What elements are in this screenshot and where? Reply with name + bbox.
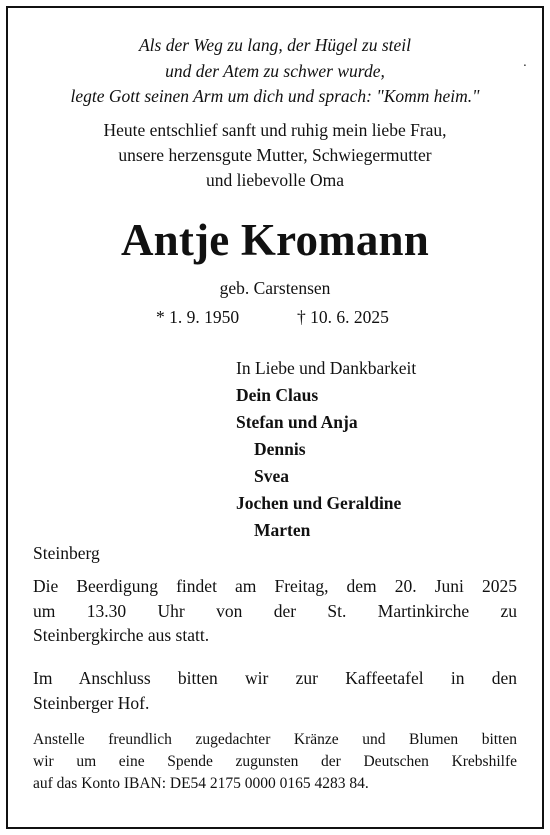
death-date: † 10. 6. 2025	[297, 307, 389, 327]
intro-text	[0, 118, 550, 193]
mourner-name: Marten	[254, 520, 311, 540]
reception-line: Im Anschluss bitten wir zur Kaffeetafel in den	[33, 668, 517, 688]
donation-line: Anstelle freundlich zugedachter Kränze und Blumen bitten	[33, 731, 517, 748]
mourner-name: Dennis	[254, 439, 306, 459]
donation-info	[33, 729, 517, 795]
funeral-line: Die Beerdigung findet am Freitag, dem 20. Juni 2025	[33, 576, 517, 596]
funeral-line: um 13.30 Uhr von der St. Martinkirche zu	[33, 600, 517, 621]
mourner-name: Dein Claus	[236, 385, 319, 405]
donation-line: auf das Konto IBAN: DE54 2175 0000 0165 4283 84.	[33, 775, 369, 792]
funeral-info	[33, 574, 517, 648]
mourner-name: Stefan und Anja	[236, 412, 358, 432]
poem-line: legte Gott seinen Arm um dich und sprach: "Komm heim."	[70, 86, 480, 106]
mourner-name: Jochen und Geraldine	[236, 493, 402, 513]
mourner-name: Svea	[254, 466, 289, 486]
maiden-name: geb. Carstensen	[219, 278, 331, 298]
intro-line: unsere herzensgute Mutter, Schwiegermutter	[118, 145, 432, 165]
poem-line: Als der Weg zu lang, der Hügel zu steil	[138, 35, 412, 55]
donation-line: wir um eine Spende zugunsten der Deutschen Krebshilfe	[33, 753, 517, 770]
dot-mark: .	[523, 55, 527, 69]
intro-line: Heute entschlief sanft und ruhig mein liebe Frau,	[103, 120, 447, 140]
reception-line: Steinberger Hof.	[33, 692, 150, 713]
reception-info	[33, 666, 517, 715]
birth-date: * 1. 9. 1950	[156, 307, 240, 327]
mourners-lead: In Liebe und Dankbarkeit	[236, 358, 417, 378]
mourners-list	[236, 355, 416, 544]
poem-line: und der Atem zu schwer wurde,	[165, 60, 385, 81]
intro-line: und liebevolle Oma	[205, 170, 345, 190]
deceased-name: Antje Kromann	[120, 215, 430, 265]
poem-verse	[0, 33, 550, 110]
place-name: Steinberg	[33, 543, 100, 563]
funeral-line: Steinbergkirche aus statt.	[33, 625, 210, 645]
